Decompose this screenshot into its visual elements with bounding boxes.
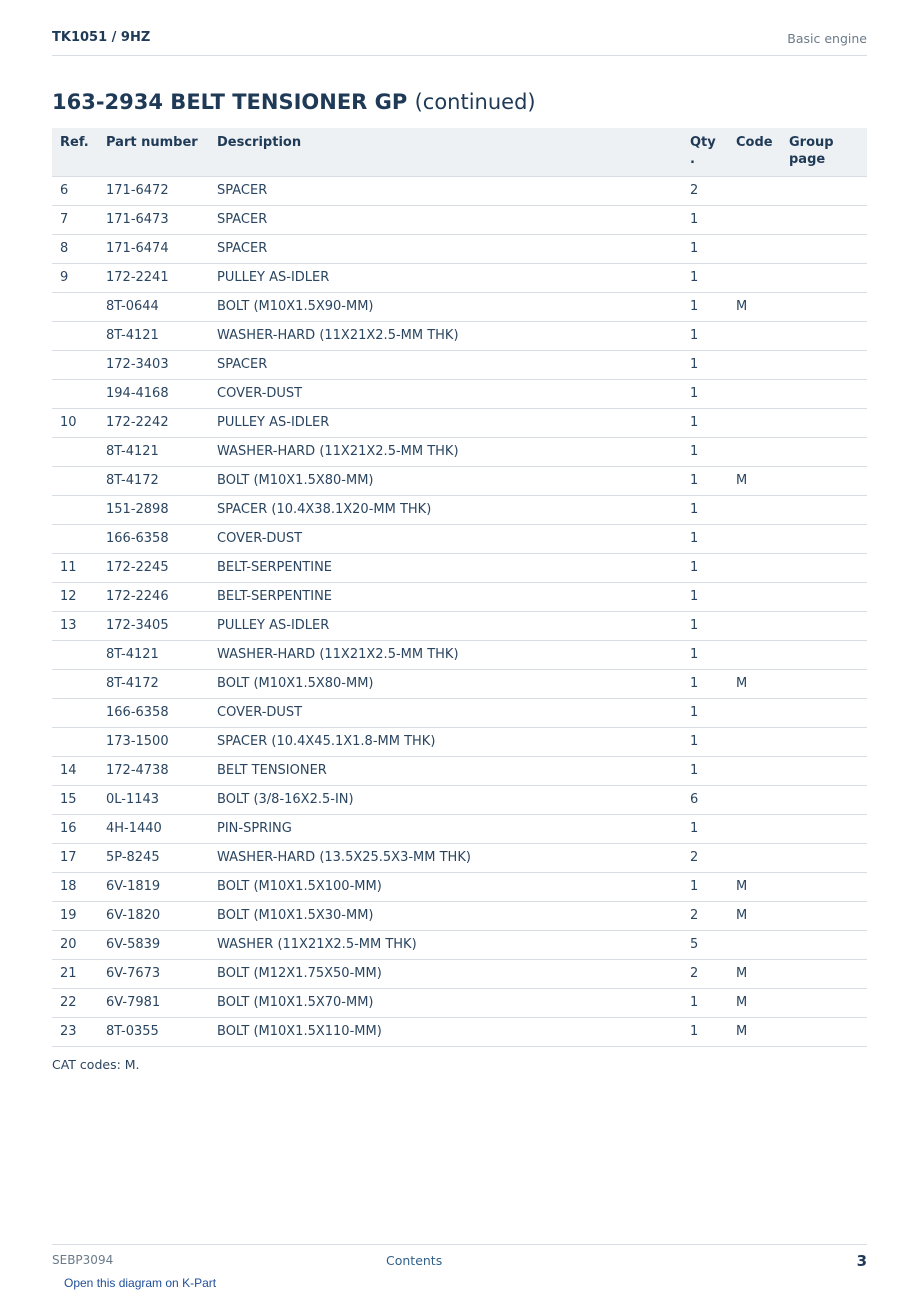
qty-cell: 1 — [682, 553, 728, 582]
group-page-cell — [781, 234, 867, 263]
description-cell: WASHER-HARD (11X21X2.5-MM THK) — [209, 321, 682, 350]
description-cell: BOLT (M10X1.5X100-MM) — [209, 872, 682, 901]
part-number-cell: 6V-1820 — [98, 901, 209, 930]
part-number-cell: 8T-4172 — [98, 466, 209, 495]
parts-table — [52, 128, 867, 1047]
description-cell: SPACER (10.4X38.1X20-MM THK) — [209, 495, 682, 524]
part-number-cell: 173-1500 — [98, 727, 209, 756]
description-cell: SPACER — [209, 234, 682, 263]
description-cell: BOLT (M10X1.5X80-MM) — [209, 669, 682, 698]
ref-cell: 16 — [52, 814, 98, 843]
col-description-header: Description — [209, 128, 682, 176]
qty-cell: 1 — [682, 205, 728, 234]
group-page-cell — [781, 930, 867, 959]
code-cell — [728, 408, 781, 437]
model-label: TK1051 / 9HZ — [52, 30, 151, 45]
description-cell: PULLEY AS-IDLER — [209, 408, 682, 437]
ref-cell: 9 — [52, 263, 98, 292]
section-label: Basic engine — [787, 31, 867, 46]
group-page-cell — [781, 843, 867, 872]
table-row — [52, 843, 867, 872]
qty-cell: 1 — [682, 379, 728, 408]
table-row — [52, 437, 867, 466]
table-row — [52, 930, 867, 959]
title-main: 163-2934 BELT TENSIONER GP — [52, 90, 408, 114]
part-number-cell: 8T-4121 — [98, 437, 209, 466]
ref-cell — [52, 495, 98, 524]
ref-cell: 7 — [52, 205, 98, 234]
qty-cell: 1 — [682, 408, 728, 437]
ref-cell: 22 — [52, 988, 98, 1017]
group-page-cell — [781, 785, 867, 814]
group-page-cell — [781, 698, 867, 727]
code-cell — [728, 176, 781, 205]
ref-cell: 17 — [52, 843, 98, 872]
ref-cell: 15 — [52, 785, 98, 814]
ref-cell: 18 — [52, 872, 98, 901]
code-cell: M — [728, 292, 781, 321]
group-page-cell — [781, 379, 867, 408]
code-cell — [728, 785, 781, 814]
part-number-cell: 166-6358 — [98, 524, 209, 553]
table-row — [52, 495, 867, 524]
code-cell: M — [728, 466, 781, 495]
qty-cell: 1 — [682, 756, 728, 785]
table-row — [52, 408, 867, 437]
part-number-cell: 171-6474 — [98, 234, 209, 263]
description-cell: BOLT (3/8-16X2.5-IN) — [209, 785, 682, 814]
code-cell — [728, 437, 781, 466]
qty-cell: 1 — [682, 1017, 728, 1046]
table-row — [52, 785, 867, 814]
table-row — [52, 321, 867, 350]
qty-cell: 1 — [682, 437, 728, 466]
qty-cell: 1 — [682, 640, 728, 669]
page-header — [52, 28, 867, 56]
qty-cell: 5 — [682, 930, 728, 959]
group-page-cell — [781, 350, 867, 379]
table-row — [52, 872, 867, 901]
qty-cell: 1 — [682, 698, 728, 727]
part-number-cell: 8T-0355 — [98, 1017, 209, 1046]
description-cell: COVER-DUST — [209, 698, 682, 727]
group-page-cell — [781, 611, 867, 640]
code-cell — [728, 350, 781, 379]
part-number-cell: 171-6473 — [98, 205, 209, 234]
part-number-cell: 166-6358 — [98, 698, 209, 727]
description-cell: WASHER-HARD (11X21X2.5-MM THK) — [209, 640, 682, 669]
table-row — [52, 263, 867, 292]
table-row — [52, 988, 867, 1017]
ref-cell — [52, 669, 98, 698]
table-row — [52, 205, 867, 234]
code-cell — [728, 582, 781, 611]
table-row — [52, 466, 867, 495]
qty-cell: 1 — [682, 814, 728, 843]
ref-cell: 20 — [52, 930, 98, 959]
code-cell — [728, 524, 781, 553]
table-row — [52, 669, 867, 698]
col-qty-header: Qty . — [682, 128, 728, 176]
ref-cell: 14 — [52, 756, 98, 785]
code-cell — [728, 756, 781, 785]
part-number-cell: 6V-7981 — [98, 988, 209, 1017]
part-number-cell: 172-3405 — [98, 611, 209, 640]
group-page-cell — [781, 466, 867, 495]
description-cell: BOLT (M10X1.5X80-MM) — [209, 466, 682, 495]
table-row — [52, 582, 867, 611]
description-cell: WASHER-HARD (11X21X2.5-MM THK) — [209, 437, 682, 466]
ref-cell — [52, 292, 98, 321]
description-cell: WASHER (11X21X2.5-MM THK) — [209, 930, 682, 959]
ref-cell: 6 — [52, 176, 98, 205]
description-cell: SPACER — [209, 176, 682, 205]
group-page-cell — [781, 176, 867, 205]
contents-link[interactable]: Contents — [386, 1253, 443, 1268]
part-number-cell: 172-2246 — [98, 582, 209, 611]
part-number-cell: 151-2898 — [98, 495, 209, 524]
col-group-page-header: Group page — [781, 128, 867, 176]
description-cell: BOLT (M10X1.5X70-MM) — [209, 988, 682, 1017]
group-page-cell — [781, 437, 867, 466]
qty-cell: 1 — [682, 988, 728, 1017]
group-page-cell — [781, 669, 867, 698]
part-number-cell: 8T-4172 — [98, 669, 209, 698]
table-row — [52, 814, 867, 843]
table-row — [52, 1017, 867, 1046]
ref-cell — [52, 524, 98, 553]
qty-cell: 1 — [682, 263, 728, 292]
ref-cell — [52, 379, 98, 408]
table-row — [52, 176, 867, 205]
group-page-cell — [781, 756, 867, 785]
group-page-cell — [781, 292, 867, 321]
code-cell — [728, 263, 781, 292]
code-cell — [728, 379, 781, 408]
code-cell: M — [728, 901, 781, 930]
description-cell: BOLT (M12X1.75X50-MM) — [209, 959, 682, 988]
qty-cell: 6 — [682, 785, 728, 814]
ref-cell — [52, 437, 98, 466]
parts-table-body — [52, 176, 867, 1046]
part-number-cell: 8T-0644 — [98, 292, 209, 321]
part-number-cell: 172-3403 — [98, 350, 209, 379]
description-cell: BELT-SERPENTINE — [209, 553, 682, 582]
code-cell — [728, 205, 781, 234]
table-row — [52, 959, 867, 988]
ref-cell: 11 — [52, 553, 98, 582]
document-code: SEBP3094 — [52, 1253, 114, 1267]
ref-cell — [52, 321, 98, 350]
code-cell — [728, 495, 781, 524]
cat-codes-note: CAT codes: M. — [52, 1057, 140, 1072]
page-footer — [52, 1244, 867, 1271]
col-code-header: Code — [728, 128, 781, 176]
qty-cell: 2 — [682, 843, 728, 872]
description-cell: SPACER — [209, 205, 682, 234]
code-cell — [728, 640, 781, 669]
group-page-cell — [781, 1017, 867, 1046]
description-cell: BELT TENSIONER — [209, 756, 682, 785]
qty-cell: 2 — [682, 176, 728, 205]
part-number-cell: 8T-4121 — [98, 640, 209, 669]
description-cell: SPACER — [209, 350, 682, 379]
part-number-cell: 5P-8245 — [98, 843, 209, 872]
qty-cell: 1 — [682, 234, 728, 263]
table-row — [52, 756, 867, 785]
group-page-cell — [781, 727, 867, 756]
qty-cell: 1 — [682, 524, 728, 553]
ref-cell: 10 — [52, 408, 98, 437]
part-number-cell: 171-6472 — [98, 176, 209, 205]
group-page-cell — [781, 959, 867, 988]
ref-cell: 23 — [52, 1017, 98, 1046]
part-number-cell: 6V-7673 — [98, 959, 209, 988]
ref-cell: 13 — [52, 611, 98, 640]
group-page-cell — [781, 988, 867, 1017]
group-page-cell — [781, 901, 867, 930]
group-page-cell — [781, 872, 867, 901]
qty-cell: 2 — [682, 959, 728, 988]
code-cell — [728, 698, 781, 727]
code-cell — [728, 930, 781, 959]
description-cell: PIN-SPRING — [209, 814, 682, 843]
qty-cell: 1 — [682, 669, 728, 698]
code-cell: M — [728, 872, 781, 901]
table-row — [52, 640, 867, 669]
ref-cell — [52, 350, 98, 379]
group-page-cell — [781, 408, 867, 437]
group-page-cell — [781, 582, 867, 611]
ref-cell — [52, 466, 98, 495]
part-number-cell: 0L-1143 — [98, 785, 209, 814]
group-page-cell — [781, 263, 867, 292]
part-number-cell: 172-2245 — [98, 553, 209, 582]
group-page-cell — [781, 814, 867, 843]
description-cell: BOLT (M10X1.5X110-MM) — [209, 1017, 682, 1046]
group-page-cell — [781, 205, 867, 234]
description-cell: COVER-DUST — [209, 379, 682, 408]
description-cell: BOLT (M10X1.5X30-MM) — [209, 901, 682, 930]
group-page-cell — [781, 553, 867, 582]
part-number-cell: 8T-4121 — [98, 321, 209, 350]
table-row — [52, 292, 867, 321]
qty-cell: 1 — [682, 872, 728, 901]
code-cell — [728, 843, 781, 872]
table-row — [52, 350, 867, 379]
part-number-cell: 172-4738 — [98, 756, 209, 785]
part-number-cell: 172-2241 — [98, 263, 209, 292]
table-row — [52, 727, 867, 756]
table-row — [52, 698, 867, 727]
table-row — [52, 524, 867, 553]
code-cell — [728, 234, 781, 263]
group-page-cell — [781, 524, 867, 553]
table-row — [52, 553, 867, 582]
code-cell — [728, 727, 781, 756]
ref-cell: 21 — [52, 959, 98, 988]
ref-cell: 8 — [52, 234, 98, 263]
table-row — [52, 234, 867, 263]
code-cell — [728, 321, 781, 350]
qty-cell: 1 — [682, 321, 728, 350]
ref-cell: 19 — [52, 901, 98, 930]
qty-cell: 2 — [682, 901, 728, 930]
part-number-cell: 4H-1440 — [98, 814, 209, 843]
title-suffix: (continued) — [414, 90, 536, 114]
qty-cell: 1 — [682, 727, 728, 756]
code-cell: M — [728, 959, 781, 988]
code-cell — [728, 611, 781, 640]
table-row — [52, 379, 867, 408]
ref-cell: 12 — [52, 582, 98, 611]
col-ref-header: Ref. — [52, 128, 98, 176]
description-cell: BOLT (M10X1.5X90-MM) — [209, 292, 682, 321]
description-cell: BELT-SERPENTINE — [209, 582, 682, 611]
table-header-row — [52, 128, 867, 176]
page-title — [52, 90, 536, 114]
qty-cell: 1 — [682, 495, 728, 524]
code-cell: M — [728, 669, 781, 698]
qty-cell: 1 — [682, 611, 728, 640]
description-cell: PULLEY AS-IDLER — [209, 611, 682, 640]
qty-cell: 1 — [682, 582, 728, 611]
qty-cell: 1 — [682, 350, 728, 379]
group-page-cell — [781, 495, 867, 524]
description-cell: PULLEY AS-IDLER — [209, 263, 682, 292]
description-cell: SPACER (10.4X45.1X1.8-MM THK) — [209, 727, 682, 756]
part-number-cell: 172-2242 — [98, 408, 209, 437]
description-cell: COVER-DUST — [209, 524, 682, 553]
code-cell: M — [728, 988, 781, 1017]
part-number-cell: 6V-1819 — [98, 872, 209, 901]
description-cell: WASHER-HARD (13.5X25.5X3-MM THK) — [209, 843, 682, 872]
group-page-cell — [781, 640, 867, 669]
qty-cell: 1 — [682, 292, 728, 321]
code-cell: M — [728, 1017, 781, 1046]
group-page-cell — [781, 321, 867, 350]
col-part-number-header: Part number — [98, 128, 209, 176]
part-number-cell: 6V-5839 — [98, 930, 209, 959]
ref-cell — [52, 640, 98, 669]
ref-cell — [52, 698, 98, 727]
code-cell — [728, 553, 781, 582]
page-number: 3 — [856, 1252, 867, 1270]
part-number-cell: 194-4168 — [98, 379, 209, 408]
code-cell — [728, 814, 781, 843]
table-row — [52, 611, 867, 640]
ref-cell — [52, 727, 98, 756]
qty-cell: 1 — [682, 466, 728, 495]
kpart-diagram-link[interactable]: Open this diagram on K-Part — [64, 1276, 217, 1290]
table-row — [52, 901, 867, 930]
